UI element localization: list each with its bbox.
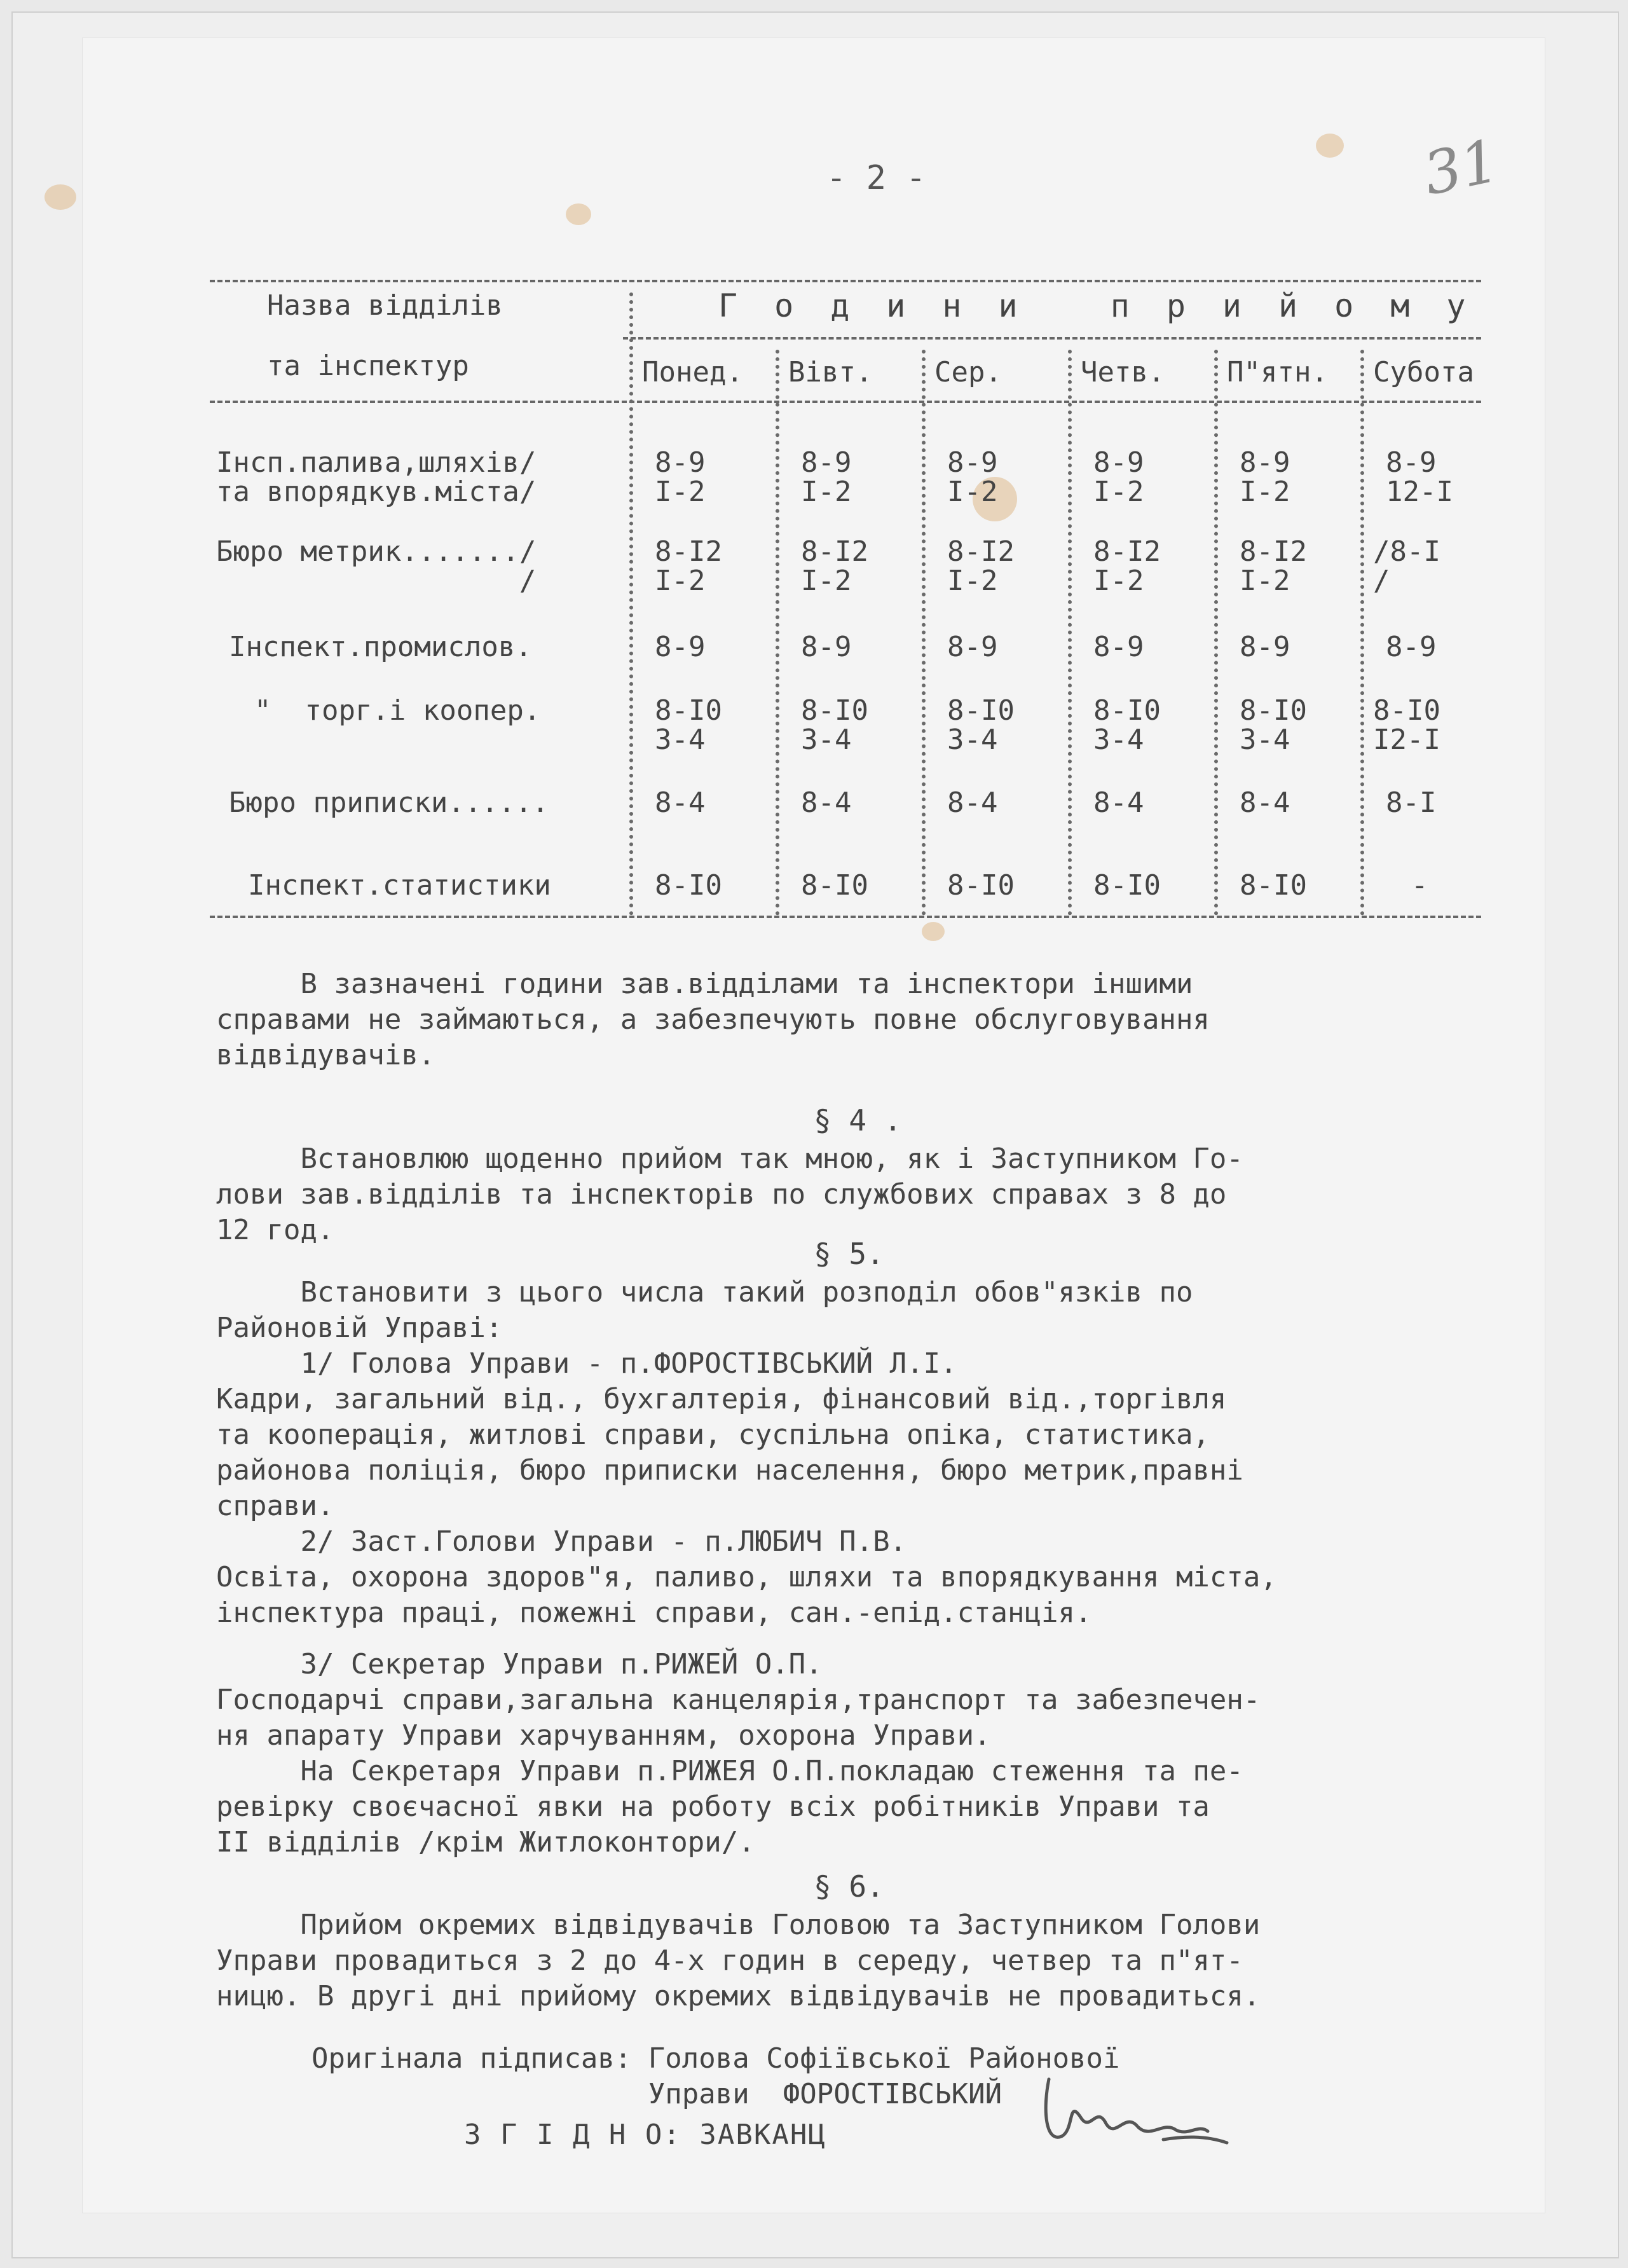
table-cell: 8-9	[1093, 631, 1144, 663]
table-cell: 8-9 12-I	[1386, 446, 1453, 508]
header-day: Субота	[1373, 356, 1474, 388]
header-day: П"ятн.	[1227, 356, 1328, 388]
stain-mark	[566, 203, 591, 225]
table-cell: 8-9	[801, 631, 852, 663]
column-divider	[1068, 350, 1072, 916]
table-cell: 8-I0	[801, 869, 868, 902]
handwritten-signature	[1036, 2060, 1233, 2155]
row-name: Інспект.статистики	[248, 869, 551, 902]
table-header-rule	[210, 401, 1481, 403]
column-divider	[1214, 350, 1218, 916]
table-cell: 8-I0	[1093, 869, 1161, 902]
paragraph-secretary: 3/ Секретар Управи п.РИЖЕЙ О.П. Господарчі справи,загальна канцелярія,транспорт та забезпечен- ня апарату Управи харчуванням, охорона Управи. На Секретаря Управи п.РИЖЕЯ О.П.покладаю стеження та пе- ревірку своєчасної явки на роботу всіх робітників Управи та II відділів /крім Житлоконтори/.	[216, 1648, 1261, 1859]
row-name: " торг.і коопер.	[254, 694, 541, 727]
row-name: Інспект.промислов.	[229, 631, 532, 663]
table-cell: 8-I0 3-4	[1093, 694, 1161, 756]
header-day: Вівт.	[788, 356, 873, 388]
table-cell: 8-9 I-2	[1093, 446, 1144, 508]
column-divider	[1360, 350, 1364, 916]
table-cell: 8-9	[655, 631, 706, 663]
table-cell: 8-9	[1386, 631, 1437, 663]
table-cell: 8-I0 3-4	[1240, 694, 1307, 756]
header-name-line1: Назва відділів	[267, 289, 503, 322]
section-heading-6: § 6.	[814, 1869, 884, 1904]
paragraph-duties: Встановити з цього числа такий розподіл обов"язків по Районовій Управі: 1/ Голова Управи - п.ФОРОСТІВСЬКИЙ Л.І. Кадри, загальний від., бухгалтерія, фінансовий від.,торгівля та кооперація, житлові справи, суспільна опіка, статистика, районова поліція, бюро приписки населення, бюро метрик,правні справи. 2/ Заст.Голови Управи - п.ЛЮБИЧ П.В. Освіта, охорона здоров"я, паливо, шляхи та впорядкування міста, інспектура праці, пожежні справи, сан.-епід.станція.	[216, 1276, 1277, 1629]
row-name: Інсп.палива,шляхів/ та впорядкув.міста/	[216, 446, 537, 508]
table-cell: 8-4	[655, 787, 706, 819]
paragraph-hours-note: В зазначені години зав.відділами та інспектори іншими справами не займаються, а забезпечують повне обслуговування відвідувачів.	[216, 968, 1210, 1071]
table-cell: 8-I0 3-4	[947, 694, 1015, 756]
table-bottom-rule	[210, 916, 1481, 918]
table-cell: -	[1411, 869, 1428, 902]
paragraph-individual-reception: Прийом окремих відвідувачів Головою та Заступником Голови Управи провадиться з 2 до 4-х годин в середу, четвер та п"ят- ницю. В другі дні прийому окремих відвідувачів не провадиться.	[216, 1909, 1261, 2012]
table-cell: 8-4	[801, 787, 852, 819]
table-cell: 8-I2 I-2	[1240, 535, 1307, 597]
header-title: Години прийому	[718, 287, 1503, 324]
table-cell: 8-4	[947, 787, 998, 819]
agreed-line: З Г І Д Н О: ЗАВКАНЦ	[464, 2119, 826, 2151]
table-cell: 8-9 I-2	[947, 446, 998, 508]
header-day: Сер.	[934, 356, 1002, 388]
section-heading-4: § 4 .	[814, 1103, 902, 1137]
table-cell: 8-I0 3-4	[801, 694, 868, 756]
table-cell: 8-9	[1240, 631, 1290, 663]
table-cell: 8-9 I-2	[1240, 446, 1290, 508]
section-heading-5: § 5.	[814, 1237, 884, 1271]
row-name: Бюро метрик......./ /	[216, 535, 537, 597]
table-cell: 8-9 I-2	[655, 446, 706, 508]
table-cell: 8-4	[1093, 787, 1144, 819]
stain-mark	[1316, 134, 1344, 158]
table-cell: /8-I /	[1373, 535, 1440, 597]
table-cell: 8-I0	[1240, 869, 1307, 902]
table-cell: 8-I0	[947, 869, 1015, 902]
row-name: Бюро приписки......	[229, 787, 549, 819]
table-cell: 8-I2 I-2	[1093, 535, 1161, 597]
stain-mark	[922, 922, 945, 941]
header-day: Четв.	[1081, 356, 1165, 388]
document-page	[83, 38, 1545, 2213]
page-number: - 2 -	[826, 159, 926, 197]
table-title-rule	[623, 337, 1481, 340]
table-cell: 8-I2 I-2	[655, 535, 722, 597]
table-cell: 8-I0 3-4	[655, 694, 722, 756]
column-divider	[922, 350, 926, 916]
table-cell: 8-9	[947, 631, 998, 663]
table-cell: 8-4	[1240, 787, 1290, 819]
stain-mark	[44, 184, 76, 210]
paragraph-daily-reception: Встановлюю щоденно прийом так мною, як і Заступником Го- лови зав.відділів та інспекторів по службових справах з 8 до 12 год.	[216, 1143, 1243, 1246]
table-cell: 8-I2 I-2	[947, 535, 1015, 597]
table-cell: 8-I	[1386, 787, 1437, 819]
table-cell: 8-I0	[655, 869, 722, 902]
original-signed-line: Оригінала підписав: Голова Софіївської Районової Управи ФОРОСТІВСЬКИЙ	[311, 2042, 1120, 2110]
archive-number: 31	[1418, 126, 1505, 209]
header-day: Понед.	[642, 356, 743, 388]
table-top-rule	[210, 280, 1481, 282]
column-divider	[629, 292, 633, 916]
table-cell: 8-9 I-2	[801, 446, 852, 508]
table-cell: 8-I0 I2-I	[1373, 694, 1440, 756]
header-name-line2: та інспектур	[267, 350, 469, 382]
column-divider	[776, 350, 779, 916]
table-cell: 8-I2 I-2	[801, 535, 868, 597]
